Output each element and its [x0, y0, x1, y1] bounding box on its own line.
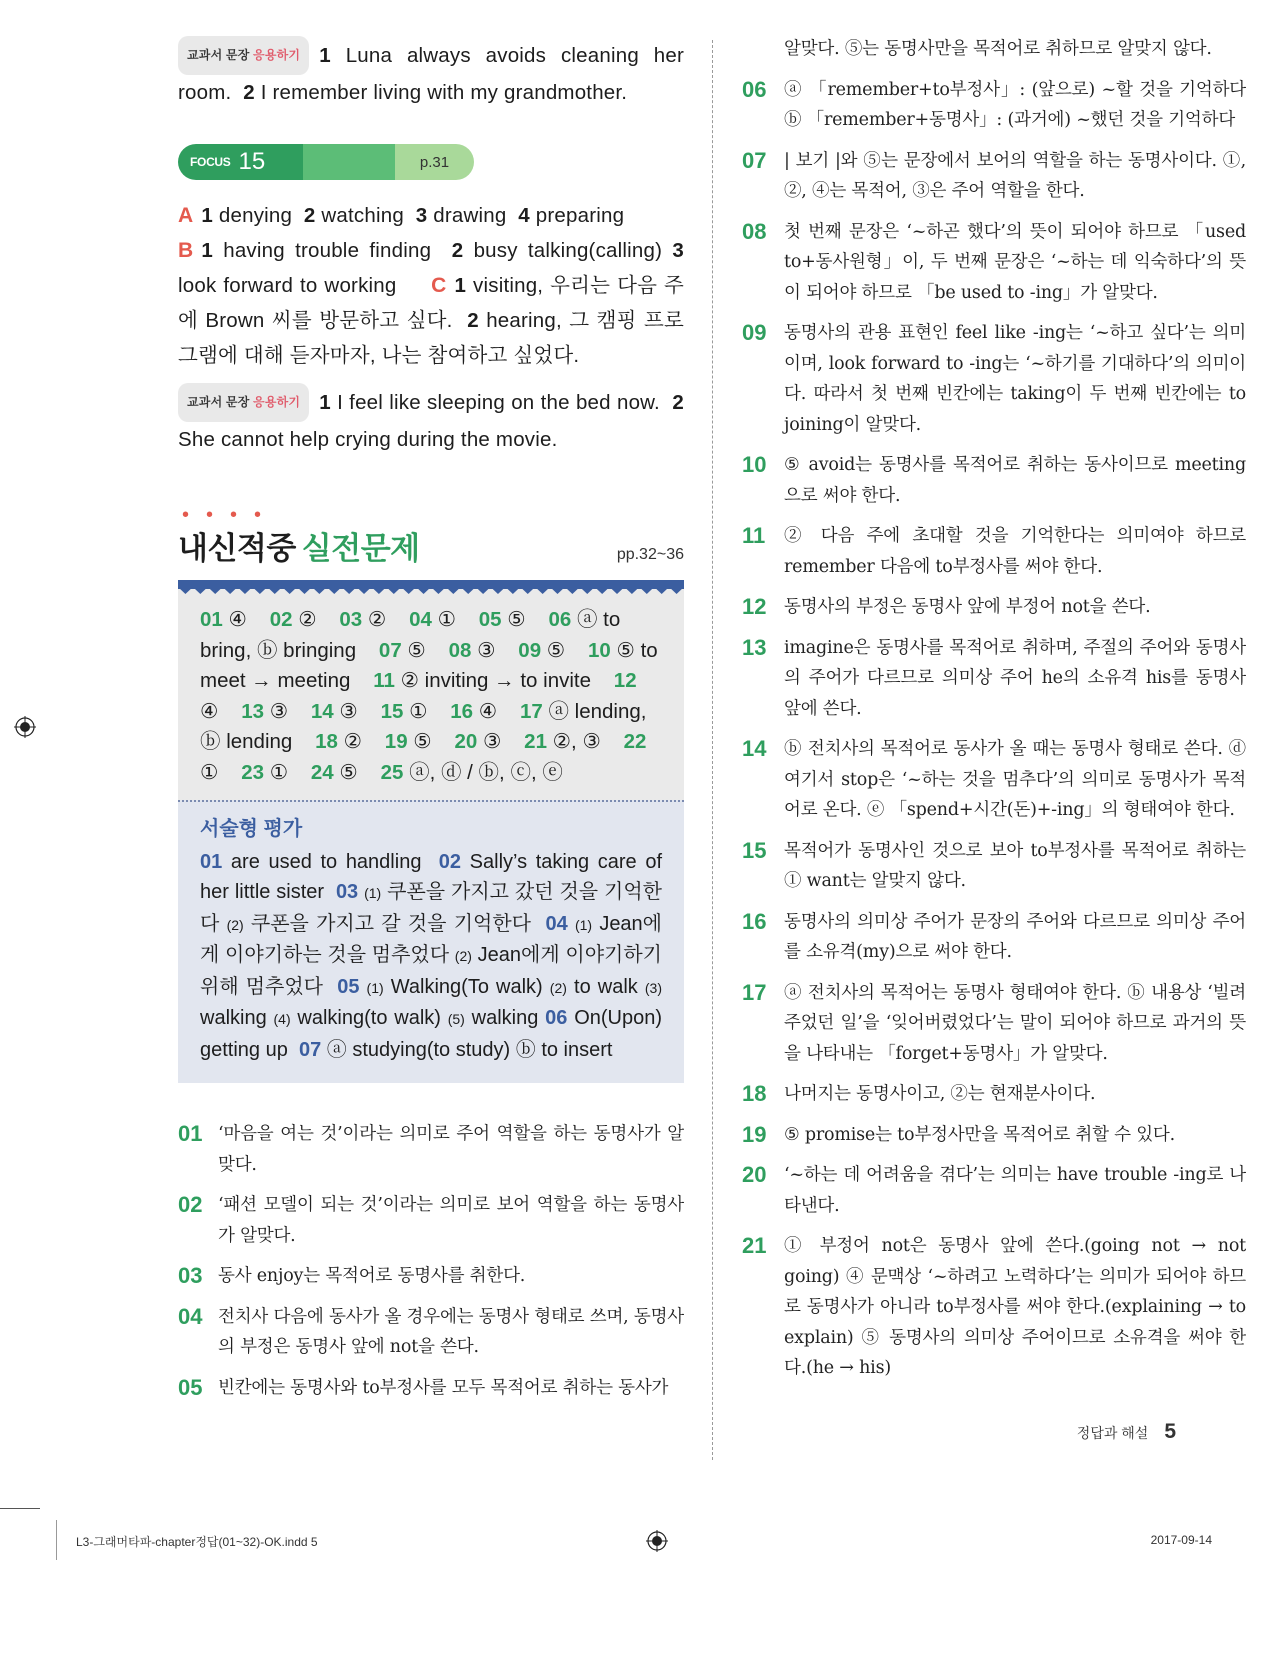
answer-value: ③ — [477, 730, 502, 753]
answer-number: 19 — [384, 730, 408, 753]
textbook-application-1: 교과서 문장 응용하기 1 Luna always avoids cleaning her room. 2 I remember living with my grandmother. — [178, 36, 684, 110]
explanation-number: 10 — [742, 452, 767, 477]
explanation-item — [742, 592, 1246, 623]
explanation-continuation: 알맞다. ⑤는 동명사만을 목적어로 취하므로 알맞지 않다. — [784, 39, 1212, 59]
answer-item — [373, 669, 591, 692]
answer-value: ⑤ — [401, 638, 426, 662]
answer-number: 21 — [524, 730, 547, 753]
explanation-text: ⑤ avoid는 동명사를 목적어로 취하는 동사이므로 meeting으로 써야 한다. — [784, 455, 1246, 506]
written-title: 서술형 평가 — [200, 818, 303, 840]
explanation-text: 첫 번째 문장은 ‘~하곤 했다’의 뜻이 되어야 하므로 「used to+동사원형」이, 두 번째 문장은 ‘~하는 데 익숙하다’의 뜻이 되어야 하므로 「be used to -ing」가 알맞다. — [784, 221, 1246, 303]
section-title: 내신적중 실전문제 — [178, 531, 420, 566]
answer-number: 07 — [378, 638, 402, 662]
explanation-number: 14 — [742, 736, 767, 761]
answer-value: ② — [362, 608, 387, 631]
explanation-text: 목적어가 동명사인 것으로 보아 to부정사를 목적어로 취하는 ① want는 알맞지 않다. — [784, 840, 1246, 891]
crop-mark — [0, 1508, 40, 1509]
answer-number: 17 — [519, 699, 543, 723]
answer-value: ① — [200, 760, 219, 784]
answer-value: ② — [337, 730, 362, 753]
answer-item — [270, 608, 317, 631]
page-footer — [1077, 1420, 1176, 1444]
explanation-item — [178, 1190, 684, 1251]
explanation-text: ‘마음을 여는 것’이라는 의미로 주어 역할을 하는 동명사가 알맞다. — [218, 1124, 684, 1175]
answer-number: 24 — [310, 760, 334, 784]
answer-value: ④ — [473, 699, 498, 723]
answer-number: 05 — [478, 608, 502, 631]
answer-item — [311, 761, 358, 784]
written-answers: 01 are used to handling 02 Sally’s taking care of her little sister 03 (1) 쿠폰을 가지고 갔던 것을 기억한다 (2) 쿠폰을 가지고 갈 것을 기억한다 04 (1) Jean에게 이야기하는 것을 멈추었다 (2) Jean에게 이야기하기 위해 멈추었다 05 (1) Walking(To walk) (2) to walk (3) walking (4) walking(to walk) (5) walking 06 On(Upon) getting up 07 ⓐ studying(to study) ⓑ to insert — [200, 850, 663, 1061]
focus-label: FOCUS — [190, 155, 231, 169]
explanation-text: 동명사의 부정은 동명사 앞에 부정어 not을 쓴다. — [784, 597, 1151, 617]
explanation-text: | 보기 |와 ⑤는 문장에서 보어의 역할을 하는 동명사이다. ①, ②, ④는 목적어, ③은 주어 역할을 한다. — [784, 150, 1246, 201]
answer-item — [524, 730, 601, 753]
explanation-number: 21 — [742, 1233, 767, 1258]
answer-value: ⑤ — [541, 638, 566, 662]
answer-item — [339, 608, 386, 631]
answer-number: 04 — [409, 608, 432, 631]
answer-number: 25 — [380, 760, 404, 784]
explanation-number: 08 — [742, 218, 767, 244]
explanation-item — [178, 1119, 684, 1180]
answer-number: 11 — [373, 669, 395, 692]
answer-value: ① — [403, 699, 428, 723]
answer-number: 13 — [241, 699, 264, 723]
answer-number: 08 — [448, 638, 472, 662]
answer-value: ⑤ to meet → meeting — [200, 638, 658, 692]
answer-number: 10 — [587, 638, 611, 662]
answer-value: ⑤ — [501, 608, 526, 631]
explanation-number: 07 — [742, 147, 767, 173]
answer-number: 12 — [613, 669, 637, 692]
focus-answers: A 1 denying 2 watching 3 drawing 4 preparing B 1 having trouble finding 2 busy talking(calling) 3 look forward to working C 1 visiting, 우리는 다음 주에 Brown 씨를 방문하고 싶다. 2 hearing, 그 캠핑 프로그램에 대해 듣자마자, 나는 참여하고 싶었다. — [178, 204, 684, 367]
written-assessment — [178, 800, 684, 1083]
explanation-number: 06 — [742, 76, 767, 102]
explanation-text: 동사 enjoy는 목적어로 동명사를 취한다. — [218, 1266, 526, 1286]
explanation-text: 빈칸에는 동명사와 to부정사를 모두 목적어로 취하는 동사가 — [218, 1377, 669, 1398]
answer-number: 15 — [380, 699, 404, 723]
explanation-item — [742, 318, 1246, 440]
answer-number: 06 — [548, 608, 572, 631]
answer-number: 20 — [454, 730, 478, 753]
answer-item — [454, 730, 501, 753]
textbook-sentence-tag: 교과서 문장 응용하기 — [178, 383, 309, 422]
answer-value: ③ — [333, 699, 358, 723]
explanations-right — [742, 75, 1246, 1384]
answer-value: ③ — [264, 699, 289, 723]
focus-number: 15 — [238, 148, 266, 175]
explanation-item — [178, 1302, 684, 1363]
answer-key — [178, 589, 684, 800]
answer-item — [241, 700, 288, 723]
column-divider — [712, 40, 713, 1460]
explanation-number: 01 — [178, 1121, 203, 1146]
answer-item — [241, 761, 288, 784]
print-slug: L3-그래머타파-chapter정답(01~32)-OK.indd 5 — [76, 1535, 318, 1549]
explanation-item — [742, 907, 1246, 968]
explanation-number: 13 — [742, 634, 767, 660]
answer-item — [518, 639, 565, 662]
page-number: 5 — [1164, 1420, 1176, 1443]
explanation-text: 나머지는 동명사이고, ②는 현재분사이다. — [784, 1084, 1096, 1104]
answer-value: ① — [264, 760, 289, 784]
explanation-number: 05 — [178, 1374, 203, 1400]
answer-item — [450, 700, 497, 723]
right-column — [742, 34, 1246, 1394]
explanation-item — [742, 978, 1246, 1070]
answer-item — [200, 608, 247, 631]
explanation-text: ⓐ 전치사의 목적어는 동명사 형태여야 한다. ⓑ 내용상 ‘빌려주었던 일’을 ‘잊어버렸었다’는 말이 되어야 하므로 과거의 뜻을 나타내는 「forget+동명사」가 알맞다. — [784, 982, 1246, 1064]
answer-number: 18 — [315, 730, 338, 753]
answer-number: 14 — [310, 699, 334, 723]
explanation-number: 18 — [742, 1081, 767, 1106]
explanation-text: ‘패션 모델이 되는 것’이라는 의미로 보어 역할을 하는 동명사가 알맞다. — [218, 1195, 684, 1246]
explanation-text: ⓐ 「remember+to부정사」: (앞으로) ~할 것을 기억하다 ⓑ 「remember+동명사」: (과거에) ~했던 것을 기억하다 — [784, 79, 1246, 130]
explanation-number: 09 — [742, 320, 767, 345]
left-column — [178, 36, 684, 1413]
answer-number: 09 — [518, 638, 542, 662]
section-pages: pp.32~36 — [616, 546, 684, 563]
answer-value: ① — [431, 608, 456, 631]
textbook-application-2: 교과서 문장 응용하기 1 I feel like sleeping on the bed now. 2 She cannot help crying during the movie. — [178, 383, 684, 457]
answer-number: 01 — [200, 608, 223, 631]
answer-item — [311, 700, 358, 723]
answer-value: ② — [292, 608, 317, 631]
explanation-text: ⓑ 전치사의 목적어로 동사가 올 때는 동명사 형태로 쓴다. ⓓ 여기서 stop은 ‘~하는 것을 멈추다’의 의미로 동명사가 목적어로 온다. ⓔ 「spend+시간(돈)+-ing」의 형태여야 한다. — [784, 739, 1246, 820]
explanations-left — [178, 1119, 684, 1403]
answer-value: ⑤ — [407, 730, 432, 753]
answer-number: 23 — [241, 760, 264, 784]
explanation-number: 15 — [742, 837, 767, 863]
explanation-item — [742, 633, 1246, 725]
explanation-number: 04 — [178, 1303, 203, 1329]
answer-value: ② inviting → to invite — [394, 669, 591, 692]
explanation-number: 16 — [742, 908, 767, 934]
focus-banner — [178, 144, 474, 180]
explanation-item — [742, 521, 1246, 582]
explanation-text: 전치사 다음에 동사가 올 경우에는 동명사 형태로 쓰며, 동명사의 부정은 동명사 앞에 not을 쓴다. — [218, 1306, 684, 1357]
answer-item — [379, 639, 426, 662]
answer-value: ②, ③ — [546, 730, 601, 753]
explanation-number: 02 — [178, 1192, 203, 1217]
answer-number: 02 — [269, 608, 293, 631]
explanation-item — [178, 1373, 684, 1404]
zigzag-border — [178, 587, 684, 595]
answer-item — [315, 730, 362, 753]
explanation-item — [742, 450, 1246, 511]
explanation-text: ⑤ promise는 to부정사만을 목적어로 취할 수 있다. — [784, 1124, 1176, 1145]
explanation-number: 11 — [742, 523, 766, 548]
explanation-number: 03 — [178, 1263, 203, 1288]
section-dots: •••• — [182, 504, 279, 526]
answer-value: ③ — [471, 638, 496, 662]
answer-box — [178, 580, 684, 1083]
answer-number: 22 — [623, 730, 647, 753]
explanation-text: ‘~하는 데 어려움을 겪다’는 의미는 have trouble -ing로 나타낸다. — [784, 1165, 1246, 1216]
registration-mark-icon — [14, 716, 36, 738]
answer-item — [385, 730, 432, 753]
explanation-number: 19 — [742, 1121, 767, 1147]
answer-item — [449, 639, 496, 662]
registration-mark-icon — [646, 1530, 668, 1552]
focus-page: p.31 — [395, 144, 474, 180]
textbook-sentence-tag: 교과서 문장 응용하기 — [178, 36, 309, 75]
answer-item — [479, 608, 526, 631]
explanation-text: 동명사의 의미상 주어가 문장의 주어와 다르므로 의미상 주어를 소유격(my)으로 써야 한다. — [784, 911, 1246, 962]
answer-value: ⓐ to bring, ⓑ bringing — [200, 608, 621, 662]
explanation-item — [742, 146, 1246, 207]
answer-value: ⑤ — [333, 760, 358, 784]
section-header — [178, 523, 684, 568]
explanation-item — [742, 1120, 1246, 1151]
answer-item — [381, 761, 563, 784]
answer-value: ⓐ, ⓓ / ⓑ, ⓒ, ⓔ — [403, 760, 563, 784]
answer-item — [381, 700, 428, 723]
crop-mark — [56, 1520, 57, 1560]
explanation-item — [742, 1160, 1246, 1221]
explanation-text: ① 부정어 not은 동명사 앞에 쓴다.(going not → not going) ④ 문맥상 ‘~하려고 노력하다’는 의미가 되어야 하므로 동명사가 아니라 to부정사를 써야 한다.(explaining → to explain) ⑤ 동명사의 의미상 주어이므로 소유격을 써야 한다.(he → his) — [784, 1236, 1246, 1378]
explanation-item — [742, 734, 1246, 826]
explanation-item — [742, 1079, 1246, 1110]
answer-item — [409, 608, 456, 631]
footer-label: 정답과 해설 — [1076, 1425, 1149, 1441]
explanation-text: imagine은 동명사를 목적어로 취하며, 주절의 주어와 동명사의 주어가 다르므로 의미상 주어 he의 소유격 his를 동명사 앞에 쓴다. — [784, 637, 1246, 719]
answer-number: 16 — [450, 699, 474, 723]
explanation-item — [178, 1261, 684, 1292]
answer-value: ⓐ lending, ⓑ lending — [200, 699, 647, 753]
explanation-item — [742, 1231, 1246, 1384]
answer-value: ④ — [222, 608, 247, 631]
explanation-item — [742, 75, 1246, 136]
explanation-number: 20 — [742, 1162, 767, 1187]
explanation-text: 동명사의 관용 표현인 feel like -ing는 ‘~하고 싶다’는 의미이며, look forward to -ing는 ‘~하기를 기대하다’의 의미이다. 따라서 첫 번째 빈칸에는 taking이 두 번째 빈칸에는 to joining이 알맞다. — [784, 323, 1246, 435]
answer-value: ④ — [200, 699, 219, 723]
explanation-item — [742, 836, 1246, 897]
explanation-text: ② 다음 주에 초대할 것을 기억한다는 의미여야 하므로 remember 다음에 to부정사를 써야 한다. — [784, 526, 1246, 577]
print-date: 2017-09-14 — [1150, 1533, 1212, 1547]
answer-number: 03 — [339, 608, 363, 631]
explanation-item — [742, 217, 1246, 309]
explanation-number: 12 — [742, 594, 767, 619]
explanation-number: 17 — [742, 979, 767, 1005]
